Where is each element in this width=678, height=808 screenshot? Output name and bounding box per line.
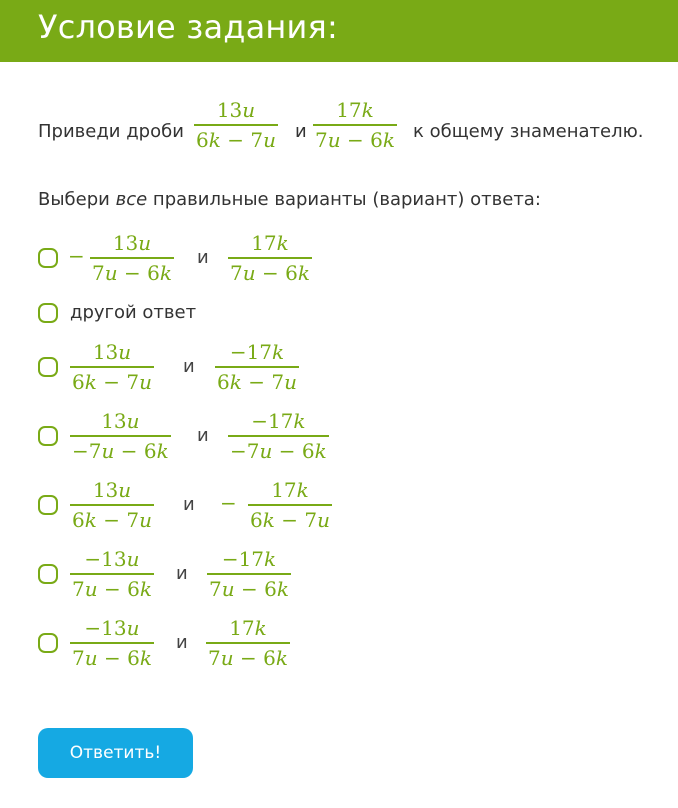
option-6-fraction-1-num-coef: −13	[84, 547, 127, 571]
option-4-fraction-1-den-a: −7	[72, 438, 102, 463]
option-7-fraction-1-num-var: u	[126, 616, 140, 640]
option-5-fraction-1-numerator	[91, 476, 133, 504]
option-1-fraction-2-den-bv: k	[297, 260, 310, 285]
option-3-fraction-1-denominator	[70, 368, 154, 396]
option-6-fraction-1-den-op: −	[97, 576, 128, 601]
option-4-fraction-2-den-b: 6	[301, 438, 315, 463]
option-4-fraction-1-denominator	[70, 437, 171, 465]
option-6-fraction-1-den-b: 6	[127, 576, 140, 601]
option-7-fraction-2-num-coef: 17	[229, 616, 255, 640]
option-5-fraction-2-denominator	[248, 506, 332, 534]
option-1-fraction-1-numerator	[111, 229, 153, 257]
option-4-fraction-1-den-op: −	[114, 438, 144, 463]
option-4-fraction-2	[228, 407, 329, 465]
option-7-fraction-1-den-bv: k	[139, 645, 152, 670]
option-1-fraction-2-denominator	[228, 259, 312, 287]
option-1-fraction-2-den-a: 7	[230, 260, 243, 285]
option-6-fraction-2-den-bv: k	[276, 576, 289, 601]
option-6-fraction-2	[207, 545, 291, 603]
page-title: Условие задания:	[38, 8, 338, 46]
option-1-fraction-2-num-var: k	[276, 231, 289, 255]
option-5-fraction-1-num-coef: 13	[92, 478, 119, 502]
option-3-fraction-2-denominator	[215, 368, 299, 396]
option-6-fraction-1-den-av: u	[84, 576, 98, 601]
option-checkbox-4[interactable]	[38, 426, 58, 446]
option-5-fraction-1-den-bv: u	[139, 507, 152, 532]
option-7-fraction-2-numerator	[227, 614, 269, 642]
option-6-fraction-1-den-a: 7	[72, 576, 85, 601]
option-1-fraction-2-numerator	[249, 229, 291, 257]
option-1-fraction-2-den-op: −	[255, 260, 286, 285]
option-5-fraction-1	[70, 476, 154, 534]
option-7-fraction-1-den-op: −	[97, 645, 128, 670]
prompt-conjunction: и	[295, 121, 307, 142]
option-7-fraction-2	[206, 614, 290, 672]
option-3-fraction-2-numerator	[228, 338, 286, 366]
option-7-fraction-2-den-b: 6	[263, 645, 276, 670]
option-checkbox-3[interactable]	[38, 357, 58, 377]
option-3-conjunction: и	[183, 356, 195, 377]
prompt-fraction-2: 17k 7u − 6k	[315, 98, 395, 152]
option-4-fraction-1-den-b: 6	[143, 438, 157, 463]
option-5-fraction-2	[248, 476, 332, 534]
option-5-sign-2: −	[220, 491, 237, 515]
submit-button[interactable]: Ответить!	[38, 728, 193, 778]
option-3-fraction-1-num-var: u	[118, 340, 132, 364]
option-7-fraction-1-den-av: u	[84, 645, 98, 670]
option-checkbox-7[interactable]	[38, 633, 58, 653]
option-4-fraction-2-den-op: −	[272, 438, 302, 463]
prompt-fraction-1: 13u 6k − 7u	[196, 98, 276, 152]
option-checkbox-6[interactable]	[38, 564, 58, 584]
option-4-fraction-1	[70, 407, 171, 465]
option-1-fraction-2	[228, 229, 312, 287]
option-4-conjunction: и	[197, 425, 209, 446]
option-6-fraction-2-den-b: 6	[264, 576, 277, 601]
option-5-fraction-2-den-bv: u	[317, 507, 330, 532]
option-1-fraction-1-den-b: 6	[147, 260, 160, 285]
option-4-fraction-1-numerator	[99, 407, 141, 435]
option-3-fraction-2	[215, 338, 299, 396]
option-4-fraction-2-den-av: u	[259, 438, 273, 463]
option-3-fraction-1-den-b: 7	[126, 369, 140, 394]
option-5-fraction-2-numerator	[269, 476, 311, 504]
option-checkbox-1[interactable]	[38, 248, 58, 268]
option-7-fraction-1-num-coef: −13	[84, 616, 127, 640]
option-7-conjunction: и	[176, 632, 188, 653]
option-6-fraction-2-numerator	[220, 545, 278, 573]
option-3-fraction-2-num-coef: −17	[229, 340, 273, 364]
option-text-2: другой ответ	[70, 302, 197, 323]
option-1-fraction-1-denominator	[90, 259, 174, 287]
option-6-fraction-2-num-var: k	[264, 547, 277, 571]
option-3-fraction-2-den-op: −	[241, 369, 272, 394]
option-6-conjunction: и	[176, 563, 188, 584]
option-4-fraction-2-num-coef: −17	[251, 409, 294, 433]
option-7-fraction-2-num-var: k	[254, 616, 267, 640]
option-1-fraction-1-num-coef: 13	[112, 231, 139, 255]
option-5-fraction-1-den-op: −	[96, 507, 127, 532]
option-5-fraction-2-den-b: 7	[304, 507, 318, 532]
option-3-fraction-1-den-bv: u	[139, 369, 152, 394]
option-6-fraction-2-denominator	[207, 575, 291, 603]
option-3-fraction-2-num-var: k	[272, 340, 285, 364]
option-3-fraction-2-den-a: 6	[217, 369, 230, 394]
option-6-fraction-1-denominator	[70, 575, 154, 603]
option-5-fraction-2-num-coef: 17	[271, 478, 297, 502]
option-3-fraction-2-den-bv: u	[284, 369, 297, 394]
option-1-sign-1: −	[68, 244, 85, 268]
option-4-fraction-2-denominator	[228, 437, 329, 465]
option-4-fraction-1-den-av: u	[101, 438, 115, 463]
option-1-conjunction: и	[197, 247, 209, 268]
option-1-fraction-1	[90, 229, 174, 287]
option-3-fraction-1-numerator	[91, 338, 133, 366]
option-5-fraction-2-den-av: k	[262, 507, 275, 532]
option-1-fraction-1-den-av: u	[104, 260, 118, 285]
option-4-fraction-1-num-var: u	[126, 409, 140, 433]
option-5-fraction-2-num-var: k	[296, 478, 309, 502]
option-3-fraction-2-den-b: 7	[271, 369, 285, 394]
option-1-fraction-1-den-op: −	[117, 260, 148, 285]
option-5-fraction-1-den-b: 7	[126, 507, 140, 532]
option-3-fraction-1-den-av: k	[84, 369, 97, 394]
option-6-fraction-2-den-op: −	[234, 576, 265, 601]
option-1-fraction-1-den-bv: k	[159, 260, 172, 285]
option-5-fraction-1-den-a: 6	[72, 507, 85, 532]
header-bar	[0, 0, 678, 62]
option-5-conjunction: и	[183, 494, 195, 515]
option-7-fraction-1-den-a: 7	[72, 645, 85, 670]
option-3-fraction-2-den-av: k	[229, 369, 242, 394]
option-5-fraction-1-denominator	[70, 506, 154, 534]
option-7-fraction-2-den-op: −	[233, 645, 264, 670]
option-6-fraction-1-num-var: u	[126, 547, 140, 571]
option-1-fraction-1-den-a: 7	[92, 260, 105, 285]
option-3-fraction-1-num-coef: 13	[92, 340, 119, 364]
option-4-fraction-2-den-a: −7	[230, 438, 260, 463]
option-4-fraction-1-num-coef: 13	[101, 409, 127, 433]
option-7-fraction-1-den-b: 6	[127, 645, 140, 670]
option-3-fraction-1	[70, 338, 154, 396]
option-6-fraction-2-num-coef: −17	[221, 547, 265, 571]
option-4-fraction-2-num-var: k	[293, 409, 306, 433]
option-7-fraction-2-denominator	[206, 644, 290, 672]
option-6-fraction-2-den-av: u	[221, 576, 235, 601]
prompt-text-before: Приведи дроби	[38, 121, 184, 142]
option-6-fraction-1	[70, 545, 154, 603]
option-7-fraction-2-den-bv: k	[275, 645, 288, 670]
option-checkbox-5[interactable]	[38, 495, 58, 515]
option-4-fraction-2-den-bv: k	[314, 438, 327, 463]
option-1-fraction-1-num-var: u	[138, 231, 152, 255]
option-7-fraction-1	[70, 614, 154, 672]
option-7-fraction-2-den-av: u	[220, 645, 234, 670]
option-3-fraction-1-den-op: −	[96, 369, 127, 394]
option-checkbox-2[interactable]	[38, 303, 58, 323]
option-5-fraction-2-den-op: −	[274, 507, 305, 532]
option-1-fraction-2-num-coef: 17	[251, 231, 277, 255]
option-7-fraction-1-numerator	[82, 614, 141, 642]
option-6-fraction-1-den-bv: k	[139, 576, 152, 601]
prompt-text-after: к общему знаменателю.	[413, 121, 644, 142]
option-1-fraction-2-den-b: 6	[285, 260, 298, 285]
option-4-fraction-2-numerator	[249, 407, 307, 435]
option-4-fraction-1-den-bv: k	[156, 438, 169, 463]
option-6-fraction-1-numerator	[82, 545, 141, 573]
option-6-fraction-2-den-a: 7	[209, 576, 222, 601]
option-5-fraction-2-den-a: 6	[250, 507, 263, 532]
option-7-fraction-2-den-a: 7	[208, 645, 221, 670]
option-5-fraction-1-den-av: k	[84, 507, 97, 532]
instruction: Выбери все правильные варианты (вариант) ответа:	[38, 189, 541, 210]
option-1-fraction-2-den-av: u	[242, 260, 256, 285]
option-7-fraction-1-denominator	[70, 644, 154, 672]
option-3-fraction-1-den-a: 6	[72, 369, 85, 394]
option-5-fraction-1-num-var: u	[118, 478, 132, 502]
